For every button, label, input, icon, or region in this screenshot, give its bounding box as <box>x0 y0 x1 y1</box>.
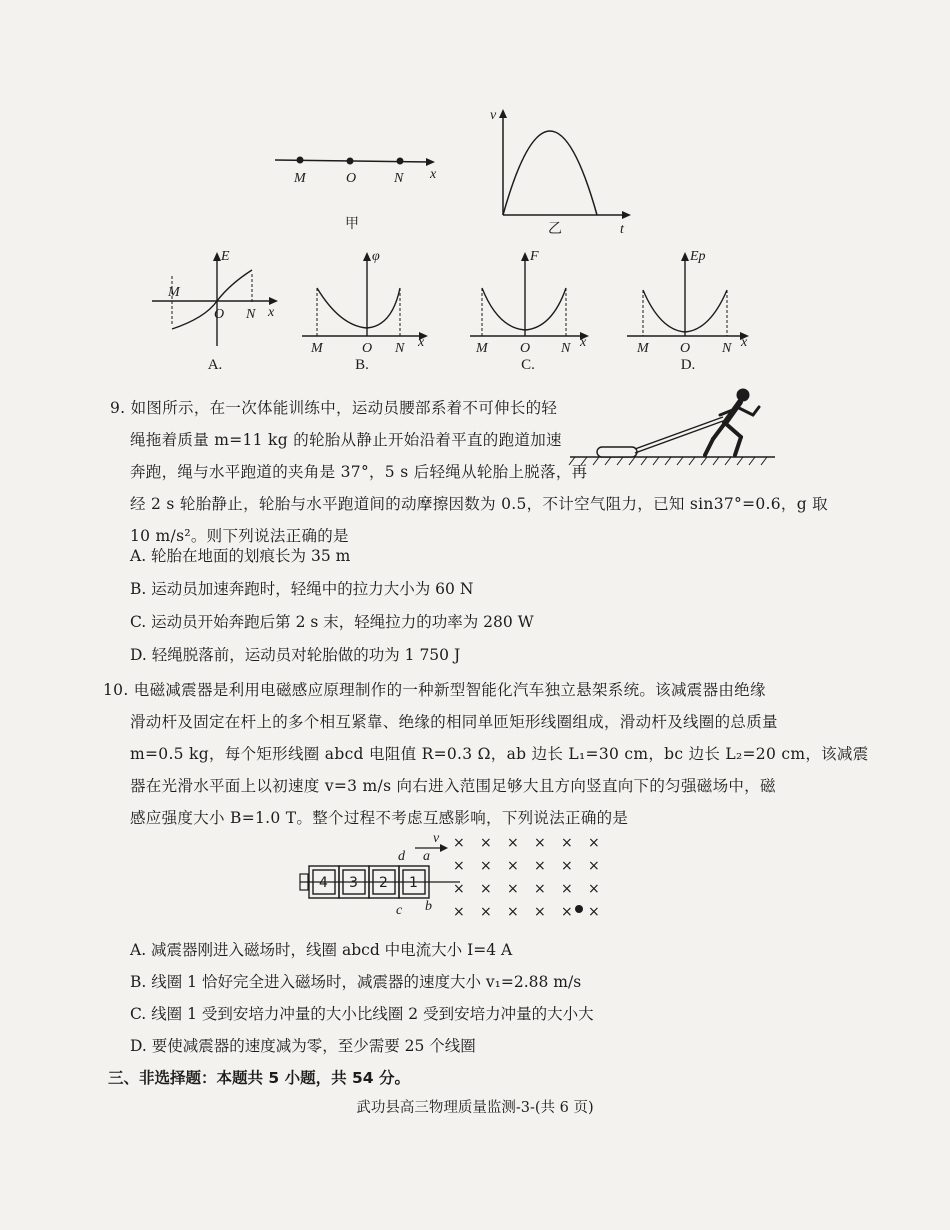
graph-b-n-label: N <box>395 341 405 356</box>
graph-b-o-label: O <box>362 341 373 356</box>
graph-b-x-label: x <box>418 335 425 350</box>
velocity-arrow-head <box>440 844 448 852</box>
graph-c-n-label: N <box>561 341 571 356</box>
jia-axis-arrow <box>426 158 435 166</box>
q9-option-d: D. 轻绳脱落前，运动员对轮胎做的功为 1 750 J <box>130 646 461 664</box>
choice-c-caption: C. <box>521 357 535 373</box>
q10-option-b: B. 线圈 1 恰好完全进入磁场时，减震器的速度大小 v₁=2.88 m/s <box>130 973 582 991</box>
graph-d-m-label: M <box>637 341 649 356</box>
q10-line-3: m=0.5 kg，每个矩形线圈 abcd 电阻值 R=0.3 Ω，ab 边长 L₁=30 cm，bc 边长 L₂=20 cm，该减震 <box>130 745 869 763</box>
field-cross: × <box>453 858 465 874</box>
jia-label-n: N <box>394 171 404 186</box>
field-cross: × <box>453 835 465 851</box>
field-cross: × <box>453 904 465 920</box>
jia-point-n <box>397 158 404 165</box>
graph-d-x-label: x <box>741 335 748 350</box>
q10-option-d: D. 要使减震器的速度减为零，至少需要 25 个线圈 <box>130 1037 476 1055</box>
q9-line-4: 经 2 s 轮胎静止，轮胎与水平跑道间的动摩擦因数为 0.5，不计空气阻力，已知 sin37°=0.6，g 取 <box>130 495 828 513</box>
figure-yi-svg <box>490 105 640 235</box>
graph-b-m-label: M <box>311 341 323 356</box>
choice-graph-c <box>468 246 608 360</box>
field-cross: × <box>588 904 600 920</box>
figure-runner-tire <box>565 385 780 474</box>
field-cross: × <box>561 835 573 851</box>
field-cross: × <box>480 835 492 851</box>
q10-line-2: 滑动杆及固定在杆上的多个相互紧靠、绝缘的相同单匝矩形线圈组成，滑动杆及线圈的总质量 <box>130 713 778 731</box>
q9-line-3: 奔跑，绳与水平跑道的夹角是 37°，5 s 后轻绳从轮胎上脱落，再 <box>130 463 588 481</box>
graph-d-o-label: O <box>680 341 691 356</box>
figure-jia <box>270 140 450 244</box>
runner-tire-svg <box>565 385 780 470</box>
graph-d-n-label: N <box>722 341 732 356</box>
graph-a-o-label: O <box>214 307 225 322</box>
field-cross: × <box>534 858 546 874</box>
corner-d: d <box>398 849 405 864</box>
coil-label-1: 1 <box>409 875 418 891</box>
jia-point-m <box>297 157 304 164</box>
field-cross: × <box>480 881 492 897</box>
choice-a-caption: A. <box>207 357 223 373</box>
graph-d-y-label: Ep <box>690 249 706 264</box>
q9-line-2: 绳拖着质量 m=11 kg 的轮胎从静止开始沿着平直的跑道加速 <box>130 431 562 449</box>
field-cross: × <box>507 881 519 897</box>
graph-a-x-arrow <box>269 297 278 305</box>
yi-curve <box>503 131 597 215</box>
graph-c-y-label: F <box>530 249 539 264</box>
corner-c: c <box>396 903 403 918</box>
field-cross: × <box>480 858 492 874</box>
field-cross: × <box>534 904 546 920</box>
velocity-label: v <box>433 831 440 846</box>
graph-b-svg <box>300 246 440 356</box>
field-cross: × <box>588 835 600 851</box>
graph-d-y-arrow <box>681 252 689 261</box>
yi-label-v: v <box>490 108 497 123</box>
field-cross: × <box>507 835 519 851</box>
field-cross: × <box>588 858 600 874</box>
field-cross: × <box>561 904 573 920</box>
jia-caption: 甲 <box>345 216 359 232</box>
corner-a: a <box>423 849 430 864</box>
q9-option-a: A. 轮胎在地面的划痕长为 35 m <box>130 547 351 565</box>
choice-b-caption: B. <box>355 357 369 373</box>
graph-c-x-label: x <box>580 335 587 350</box>
q10-line-5: 感应强度大小 B=1.0 T。整个过程不考虑互感影响，下列说法正确的是 <box>130 809 629 827</box>
graph-b-y-arrow <box>363 252 371 261</box>
field-cross: × <box>561 858 573 874</box>
field-cross: × <box>507 858 519 874</box>
graph-a-svg <box>150 246 290 356</box>
field-cross: × <box>561 881 573 897</box>
choice-d-caption: D. <box>680 357 696 373</box>
coil-label-3: 3 <box>349 875 358 891</box>
ink-dot <box>575 905 583 913</box>
q9-option-b: B. 运动员加速奔跑时，轻绳中的拉力大小为 60 N <box>130 580 474 598</box>
field-cross: × <box>453 881 465 897</box>
jia-label-x: x <box>430 167 437 182</box>
yi-t-arrow <box>622 211 631 219</box>
ground-hatching <box>569 457 767 465</box>
q10-line-1: 10. 电磁减震器是利用电磁感应原理制作的一种新型智能化汽车独立悬架系统。该减震器由绝缘 <box>103 681 766 699</box>
graph-c-svg <box>468 246 608 356</box>
q10-option-c: C. 线圈 1 受到安培力冲量的大小比线圈 2 受到安培力冲量的大小大 <box>130 1005 594 1023</box>
graph-d-svg <box>625 246 765 356</box>
choice-graph-d <box>625 246 765 360</box>
q10-line-4: 器在光滑水平面上以初速度 v=3 m/s 向右进入范围足够大且方向竖直向下的匀强磁场中，磁 <box>130 777 776 795</box>
field-cross: × <box>480 904 492 920</box>
field-cross: × <box>534 835 546 851</box>
graph-b-curve <box>317 288 400 328</box>
coil-label-2: 2 <box>379 875 388 891</box>
field-cross: × <box>588 881 600 897</box>
figure-yi <box>490 105 640 239</box>
section-3-heading: 三、非选择题：本题共 5 小题，共 54 分。 <box>108 1069 410 1087</box>
graph-a-x-label: x <box>268 305 275 320</box>
corner-b: b <box>425 899 432 914</box>
graph-a-y-label: E <box>221 249 230 264</box>
graph-a-y-arrow <box>213 252 221 261</box>
choice-graph-a <box>150 246 290 360</box>
runner <box>705 389 759 455</box>
page-footer: 武功县高三物理质量监测-3-(共 6 页) <box>356 1100 594 1116</box>
q9-line-5: 10 m/s²。则下列说法正确的是 <box>130 527 349 545</box>
graph-c-m-label: M <box>476 341 488 356</box>
graph-c-o-label: O <box>520 341 531 356</box>
yi-v-arrow <box>499 109 507 118</box>
coil-label-4: 4 <box>319 875 328 891</box>
graph-a-curve <box>172 270 252 329</box>
q9-option-c: C. 运动员开始奔跑后第 2 s 末，轻绳拉力的功率为 280 W <box>130 613 534 631</box>
field-cross: × <box>507 904 519 920</box>
graph-c-y-arrow <box>521 252 529 261</box>
q10-option-a: A. 减震器刚进入磁场时，线圈 abcd 中电流大小 I=4 A <box>130 941 513 959</box>
damper-svg <box>295 830 615 930</box>
tire <box>597 447 637 457</box>
graph-a-m-label: M <box>168 285 180 300</box>
graph-b-y-label: φ <box>372 249 380 264</box>
graph-a-n-label: N <box>246 307 256 322</box>
jia-label-o: O <box>346 171 357 186</box>
figure-jia-svg <box>270 140 450 240</box>
yi-caption: 乙 <box>548 221 562 237</box>
jia-point-o <box>347 158 354 165</box>
yi-label-t: t <box>620 222 624 237</box>
jia-label-m: M <box>294 171 306 186</box>
choice-graph-b <box>300 246 440 360</box>
q9-line-1: 9. 如图所示，在一次体能训练中，运动员腰部系着不可伸长的轻 <box>110 399 558 417</box>
field-cross: × <box>534 881 546 897</box>
graph-c-curve <box>482 288 566 330</box>
figure-damper <box>295 830 615 934</box>
